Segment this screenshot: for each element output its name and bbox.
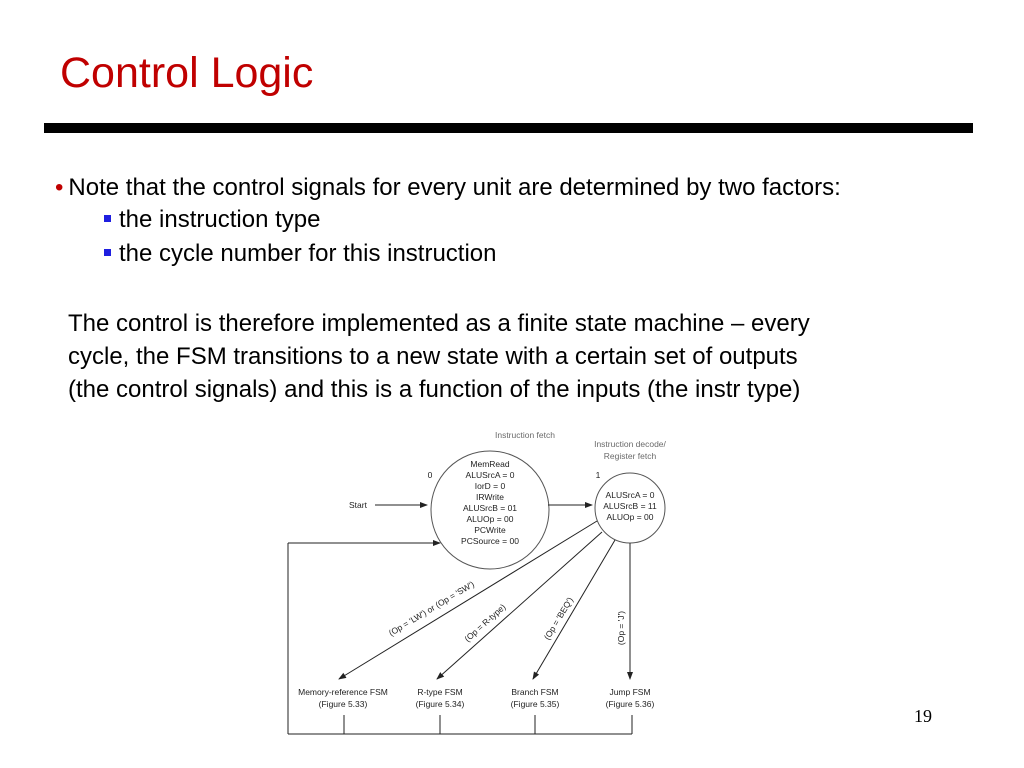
paragraph-line: cycle, the FSM transitions to a new state with a certain set of outputs [68,343,798,370]
branch-transition-arrow [533,540,615,679]
sub-bullet-instruction-type [104,204,320,236]
state1-output: ALUSrcA = 0 [605,490,655,500]
fsm-diagram [280,425,680,745]
square-bullet-icon [104,215,111,222]
title-divider [44,123,973,133]
state0-heading: Instruction fetch [494,430,556,440]
explanation-paragraph [68,307,988,406]
branch-figure-label: (Figure 5.35) [510,699,560,709]
memory-reference-fsm-label: Memory-reference FSM [298,687,388,697]
sub-bullet-cycle-number [104,238,497,270]
main-bullet [55,172,841,204]
slide-title: Control Logic [60,49,314,97]
main-bullet-text: Note that the control signals for every unit are determined by two factors: [68,174,841,201]
state1-number: 1 [595,470,601,480]
memory-reference-condition: (Op = 'LW') or (Op = 'SW') [386,578,477,638]
state1-output: ALUSrcB = 11 [603,501,657,511]
jump-figure-label: (Figure 5.36) [605,699,655,709]
bullet-dot-icon: • [55,174,64,201]
state1-heading-line: Register fetch [603,451,657,461]
rtype-condition: (Op = R-type) [462,601,508,644]
state0-output: PCSource = 00 [461,536,519,546]
slide-number: 19 [914,706,932,726]
branch-fsm-label: Branch FSM [511,687,559,697]
state0-output: MemRead [470,459,510,469]
state1-heading-line: Instruction decode/ [594,439,666,449]
state0-output: IorD = 0 [474,481,506,491]
state0-output: IRWrite [475,492,505,502]
paragraph-line: (the control signals) and this is a function of the inputs (the instr type) [68,376,801,403]
state0-number: 0 [427,470,433,480]
state1-output: ALUOp = 00 [606,512,654,522]
jump-fsm-label: Jump FSM [609,687,651,697]
state0-output: ALUSrcB = 01 [462,503,518,513]
state0-output: ALUOp = 00 [466,514,514,524]
sub-bullet-text: the cycle number for this instruction [119,240,497,267]
start-label: Start [349,500,367,510]
branch-condition: (Op = 'BEQ') [541,595,576,642]
memory-reference-figure-label: (Figure 5.33) [318,699,368,709]
rtype-figure-label: (Figure 5.34) [415,699,465,709]
sub-bullet-text: the instruction type [119,206,321,233]
state0-output: ALUSrcA = 0 [465,470,515,480]
paragraph-line: The control is therefore implemented as a finite state machine – every [68,310,810,337]
square-bullet-icon [104,249,111,256]
rtype-fsm-label: R-type FSM [417,687,463,697]
jump-condition: (Op = 'J') [616,610,626,646]
state0-output: PCWrite [474,525,506,535]
